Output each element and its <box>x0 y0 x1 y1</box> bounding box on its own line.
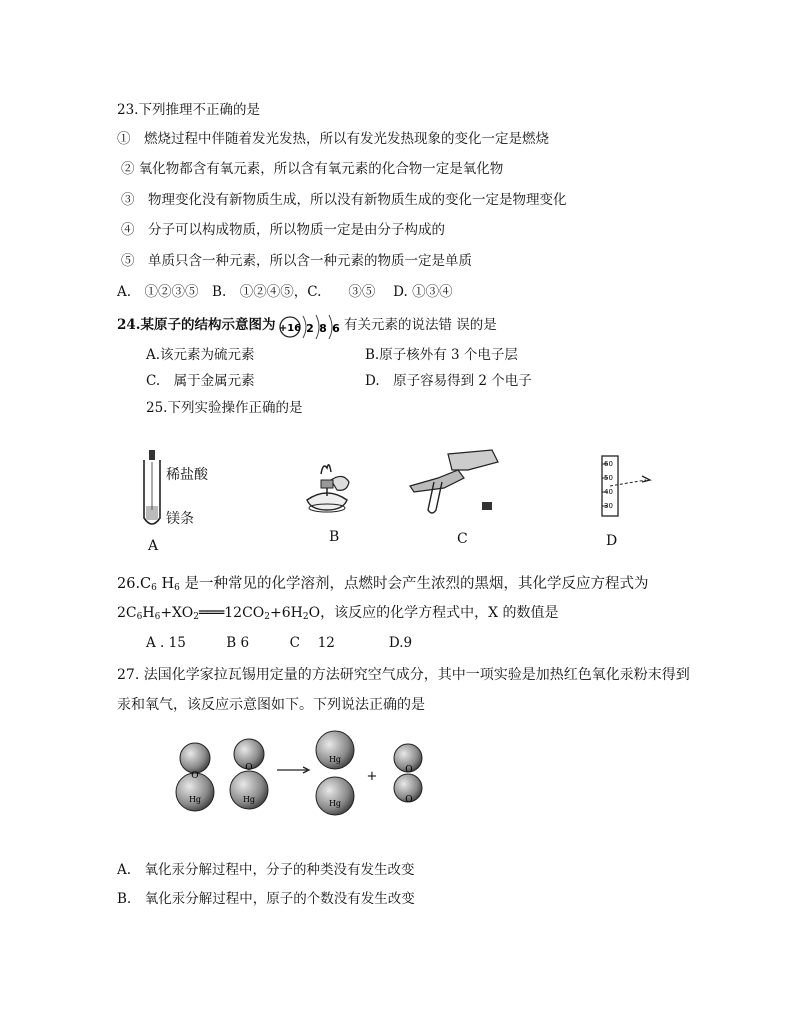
label-dilute-hcl: 稀盐酸 <box>166 467 208 483</box>
o-atom <box>180 743 210 773</box>
q23-stem: 23.下列推理不正确的是 <box>117 102 260 118</box>
q23-item-3: ③ 物理变化没有新物质生成，所以没有新物质生成的变化一定是物理变化 <box>121 192 567 208</box>
plus-sign: + <box>366 769 378 784</box>
q24-option-b: B.原子核外有 3 个电子层 <box>365 347 518 363</box>
q24-stem-after: 有关元素的说法错 误的是 <box>344 317 497 333</box>
tick-60: 60 <box>604 460 613 468</box>
o-atom-label: O <box>405 765 413 775</box>
hg-atom-label: Hg <box>328 799 342 808</box>
hg-atom-label: Hg <box>188 795 202 804</box>
figure-label-b: B <box>329 529 340 545</box>
q23-item-2: ② 氧化物都含有氧元素，所以含有氧元素的化合物一定是氧化物 <box>121 161 504 177</box>
q27-option-a: A. 氧化汞分解过程中，分子的种类没有发生改变 <box>117 862 415 878</box>
q27-line-2: 汞和氧气，该反应示意图如下。下列说法正确的是 <box>117 697 425 713</box>
q24-option-a: A.该元素为硫元素 <box>146 347 255 363</box>
q26-line-2-text: ，该反应的化学方程式中，X 的数值是 <box>320 605 559 621</box>
hg-atom-label: Hg <box>242 795 256 804</box>
q27-line-1: 27. 法国化学家拉瓦锡用定量的方法研究空气成分，其中一项实验是加热红色氧化汞粉末得到 <box>117 667 690 683</box>
q24-stem-before: 24.某原子的结构示意图为 <box>117 317 276 333</box>
tick-40: 40 <box>604 488 613 496</box>
figure-a-test-tube <box>140 450 164 530</box>
figure-d-graduated-cylinder <box>590 454 656 518</box>
shell-2-electrons: 8 <box>319 322 327 335</box>
tick-30: 30 <box>604 502 613 510</box>
o-atom-label: O <box>405 795 413 805</box>
q24-option-c: C. 属于金属元素 <box>146 373 255 389</box>
shell-3-electrons: 6 <box>332 322 340 335</box>
o-atom-label: O <box>245 763 253 773</box>
q26-line-1-text: 是一种常见的化学溶剂，点燃时会产生浓烈的黑烟，其化学反应方程式为 <box>184 576 649 592</box>
q23-options: A. ①②③⑤ B. ①②④⑤，C. ③⑤ D. ①③④ <box>117 284 453 300</box>
shell-1-electrons: 2 <box>306 322 314 335</box>
q23-item-1: ① 燃烧过程中伴随着发光发热，所以有发光发热现象的变化一定是燃烧 <box>117 131 549 147</box>
q24-option-d: D. 原子容易得到 2 个电子 <box>365 373 532 389</box>
figure-label-a: A <box>148 538 159 554</box>
q26-options: A . 15 B 6 C 12 D.9 <box>146 635 413 651</box>
figure-label-c: C <box>457 531 468 547</box>
q23-item-4: ④ 分子可以构成物质，所以物质一定是由分子构成的 <box>121 222 445 238</box>
q26-line-2: $2C_6H_6+XO_2═══12CO_2+6H_2O$，该反应的化学方程式中，X 的数值是 <box>117 605 559 622</box>
nucleus-charge: +16 <box>278 323 302 334</box>
q25-stem: 25.下列实验操作正确的是 <box>146 400 303 416</box>
figure-c-pouring-liquid <box>408 448 504 520</box>
atom-structure-diagram <box>278 310 344 348</box>
q26-line-1: $26.C_6$ $H_6$ 是一种常见的化学溶剂，点燃时会产生浓烈的黑烟，其化学反应方程式为 <box>117 576 649 593</box>
hg-atom-label: Hg <box>328 755 342 764</box>
q23-item-5: ⑤ 单质只含一种元素，所以含一种元素的物质一定是单质 <box>121 253 472 269</box>
hg-atom <box>316 777 354 815</box>
o-atom-label: O <box>191 771 199 781</box>
tick-50: 50 <box>604 474 613 482</box>
figure-label-d: D <box>606 533 618 549</box>
label-mg-ribbon: 镁条 <box>166 511 194 527</box>
figure-b-alcohol-lamp <box>297 460 357 520</box>
reaction-diagram <box>175 730 435 822</box>
q27-option-b: B. 氧化汞分解过程中，原子的个数没有发生改变 <box>117 891 415 907</box>
